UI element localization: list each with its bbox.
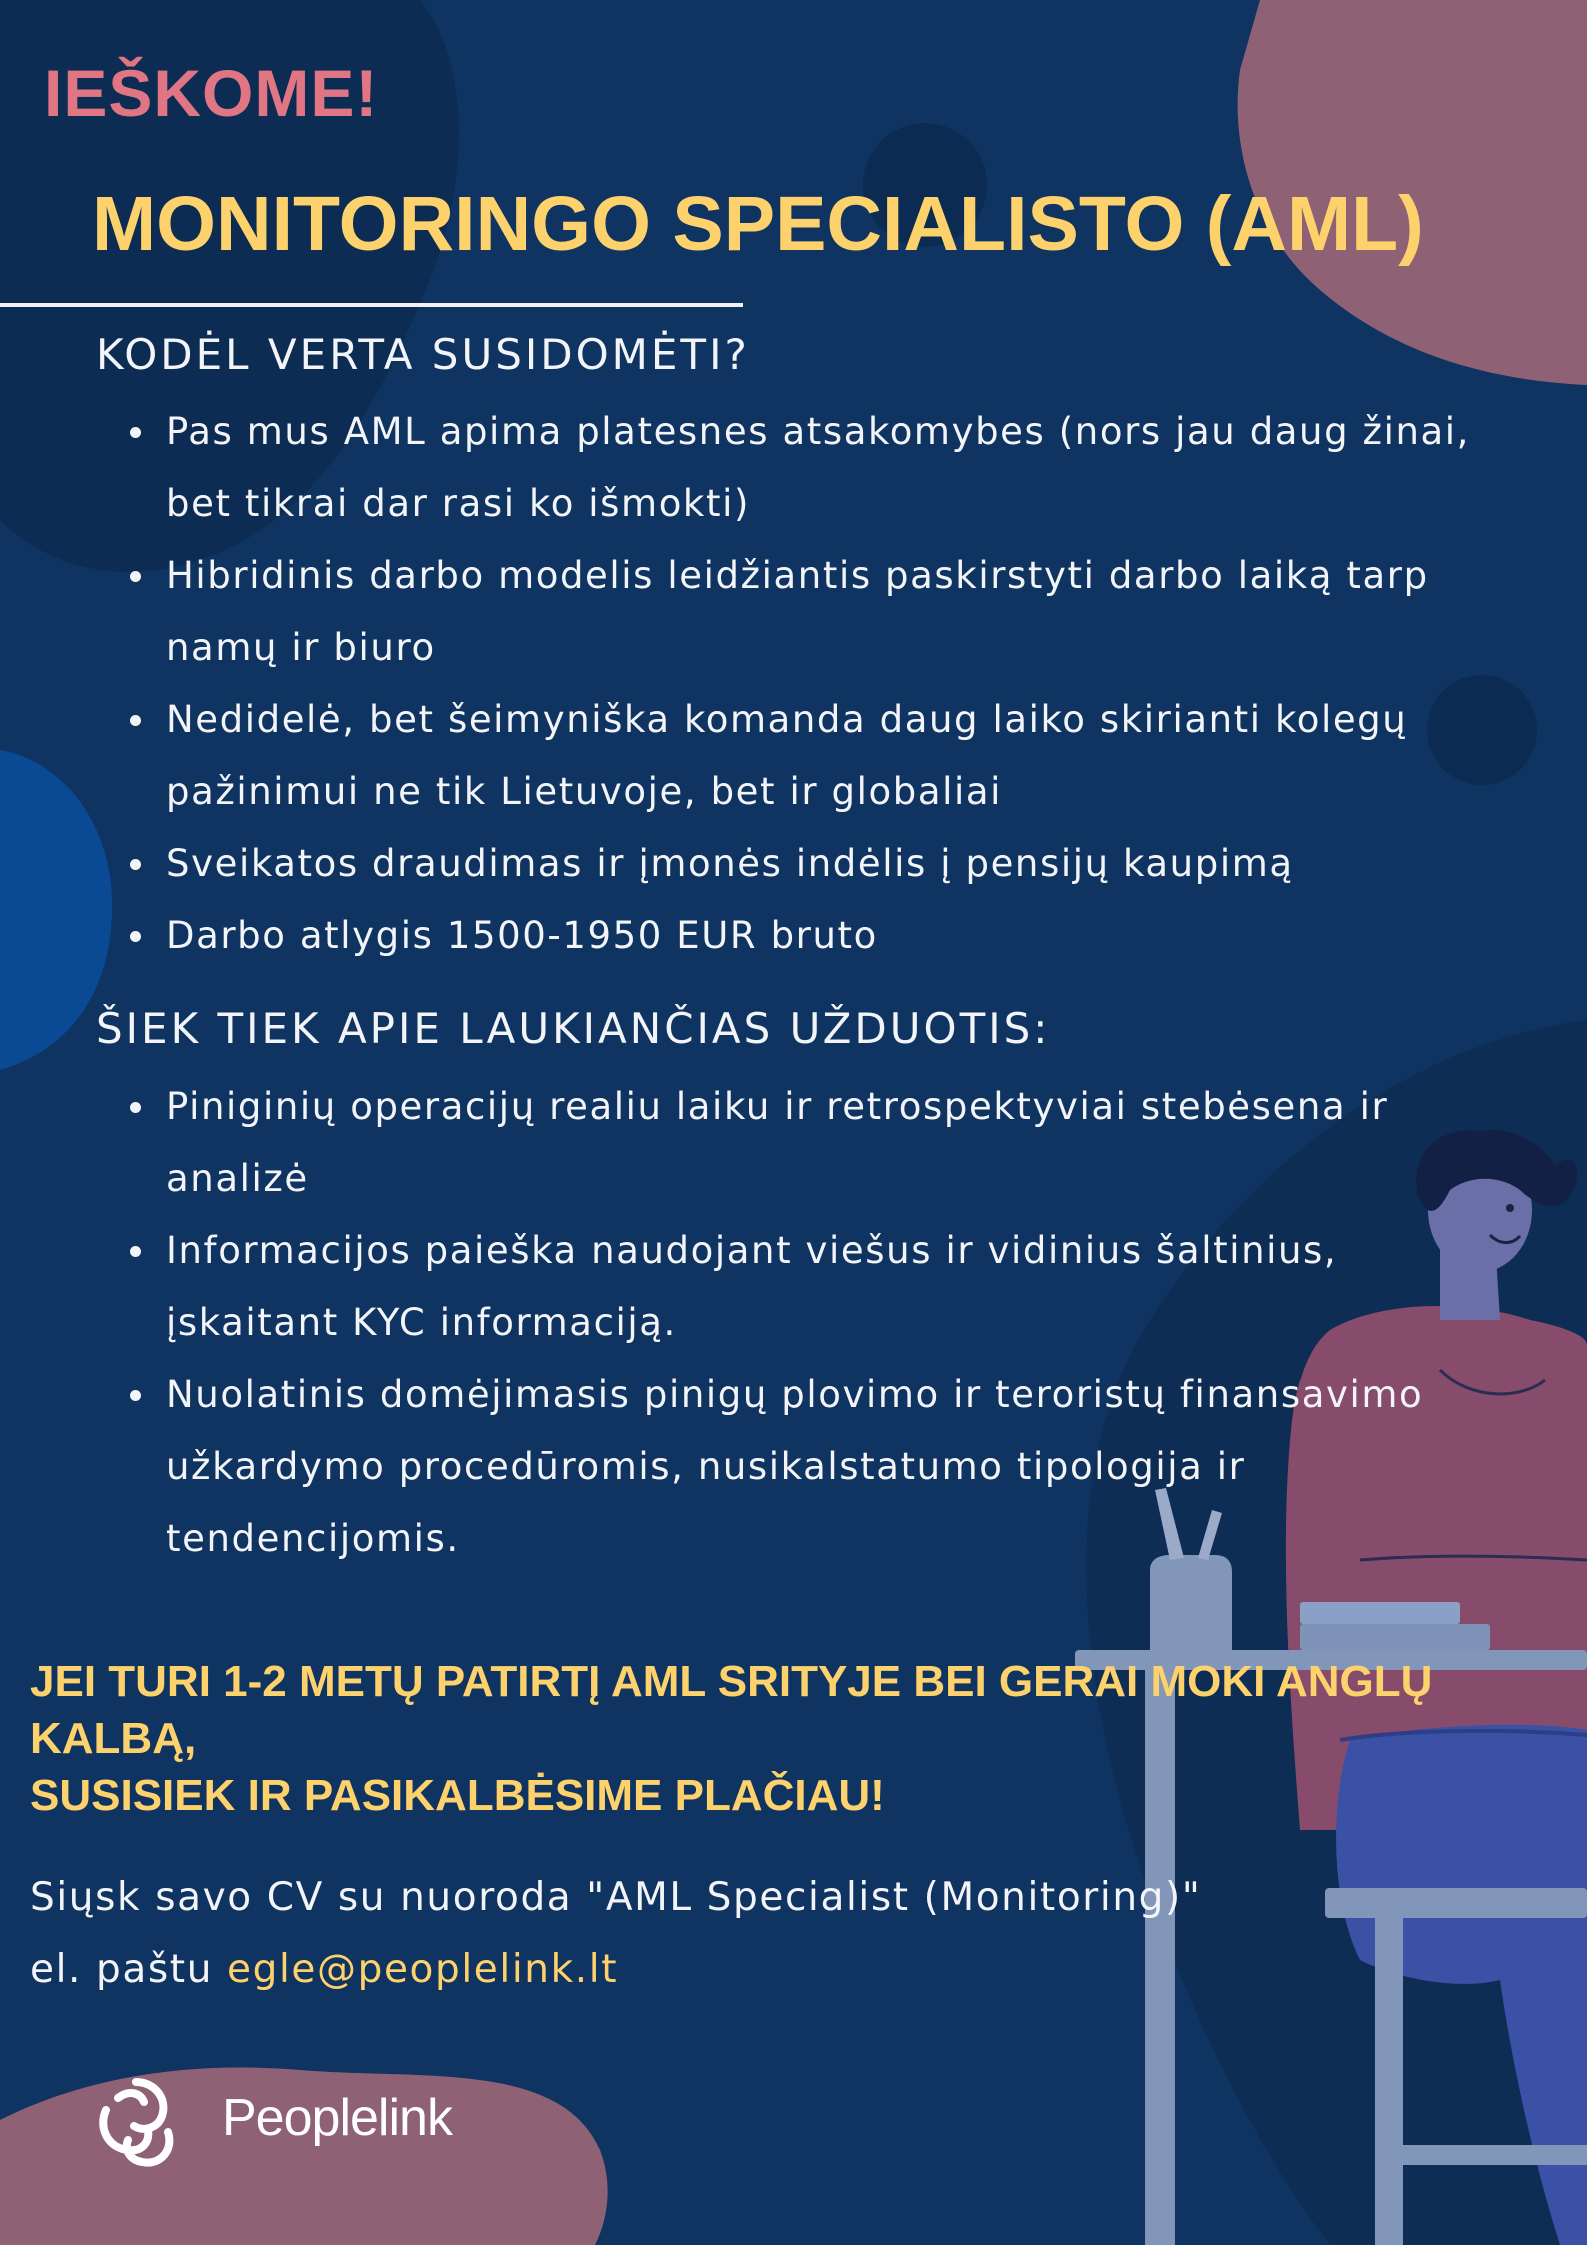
bullet-icon <box>130 859 141 870</box>
contact-block <box>30 1862 1430 2006</box>
bullet-icon <box>130 931 141 942</box>
bullet-icon <box>130 427 141 438</box>
brand-name: Peoplelink <box>222 2089 452 2147</box>
list-item-text: Informacijos paieška naudojant viešus ir vidinius šaltinius, įskaitant KYC informaciją. <box>166 1229 1338 1344</box>
benefits-list <box>96 396 1506 972</box>
benefits-heading: KODĖL VERTA SUSIDOMĖTI? <box>96 330 750 379</box>
title-divider <box>0 303 743 307</box>
kicker-heading: IEŠKOME! <box>44 56 379 130</box>
peoplelink-logo-icon <box>88 2072 188 2172</box>
bullet-icon <box>130 715 141 726</box>
list-item-text: Hibridinis darbo modelis leidžiantis paskirstyti darbo laiką tarp namų ir biuro <box>166 554 1429 669</box>
list-item-text: Nuolatinis domėjimasis pinigų plovimo ir teroristų finansavimo užkardymo procedūromis, nusikalstatumo tipologija ir tendencijomis. <box>166 1373 1424 1560</box>
list-item-text: Darbo atlygis 1500-1950 EUR bruto <box>166 914 878 957</box>
bullet-icon <box>130 1246 141 1257</box>
tasks-list <box>96 1071 1506 1575</box>
bullet-icon <box>130 571 141 582</box>
bullet-icon <box>130 1102 141 1113</box>
list-item <box>96 1215 1506 1359</box>
list-item-text: Pas mus AML apima platesnes atsakomybes (nors jau daug žinai, bet tikrai dar rasi ko išmokti) <box>166 410 1471 525</box>
email-link[interactable]: egle@peoplelink.lt <box>227 1947 619 1992</box>
list-item-text: Piniginių operacijų realiu laiku ir retrospektyviai stebėsena ir analizė <box>166 1085 1389 1200</box>
list-item <box>96 684 1506 828</box>
list-item-text: Nedidelė, bet šeimyniška komanda daug laiko skirianti kolegų pažinimui ne tik Lietuvoje, bet ir globaliai <box>166 698 1408 813</box>
email-prefix: el. paštu <box>30 1947 228 1992</box>
tasks-heading: ŠIEK TIEK APIE LAUKIANČIAS UŽDUOTIS: <box>96 1004 1051 1053</box>
call-to-action: JEI TURI 1-2 METŲ PATIRTĮ AML SRITYJE BEI GERAI MOKI ANGLŲ KALBĄ, SUSISIEK IR PASIKALBĖSIME PLAČIAU! <box>30 1657 1433 1820</box>
contact-email-line <box>30 1934 1430 2006</box>
contact-line: Siųsk savo CV su nuoroda "AML Specialist (Monitoring)" <box>30 1875 1202 1920</box>
job-title: MONITORINGO SPECIALISTO (AML) <box>92 181 1424 267</box>
list-item <box>96 396 1506 540</box>
list-item <box>96 828 1506 900</box>
list-item <box>96 900 1506 972</box>
list-item <box>96 1071 1506 1215</box>
list-item <box>96 540 1506 684</box>
list-item <box>96 1359 1506 1575</box>
list-item-text: Sveikatos draudimas ir įmonės indėlis į pensijų kaupimą <box>166 842 1294 885</box>
bullet-icon <box>130 1390 141 1401</box>
